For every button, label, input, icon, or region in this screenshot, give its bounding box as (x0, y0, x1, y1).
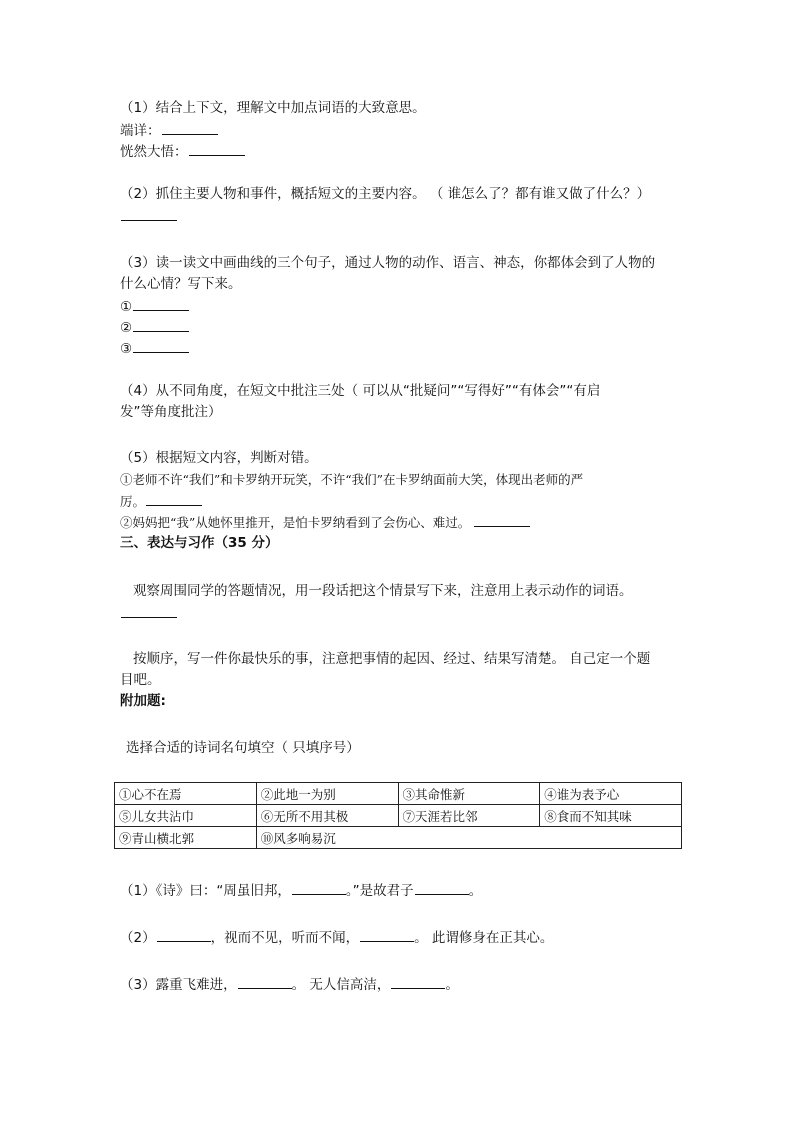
bonus-section (120, 691, 680, 712)
option-cell: ④谁为表予心 (540, 783, 682, 805)
q3-answer-2-blank[interactable] (133, 316, 189, 332)
writing-task-1-prompt: 观察周围同学的答题情况，用一段话把这个情景写下来，注意用上表示动作的词语。 (133, 583, 633, 599)
writing-task-2 (120, 649, 680, 691)
question-4-prompt-line-1: （4）从不同角度，在短文中批注三处（ 可以从“批疑问”“写得好”“有体会”“有启 (120, 383, 601, 399)
option-cell: ③其命惟新 (398, 783, 540, 805)
table-row (115, 827, 682, 849)
q2-answer-blank[interactable] (121, 205, 177, 221)
question-3-prompt-line-2: 什么心情？写下来。 (120, 276, 242, 292)
option-cell: ②此地一为别 (256, 783, 398, 805)
option-cell: ①心不在焉 (115, 783, 257, 805)
option-cell: ⑤儿女共沾巾 (115, 805, 257, 827)
q5-statement-1-line-2: 厉。 (120, 494, 146, 509)
question-2 (120, 184, 680, 226)
fill-in-1-text-c: 。 (468, 883, 483, 899)
q1-item-1-label: 端详： (120, 123, 161, 139)
q5-statement-2-blank[interactable] (474, 511, 530, 527)
writing-task-1-blank[interactable] (121, 602, 177, 618)
fill-in-3-text-b: 。 无人信高洁， (291, 977, 391, 993)
fill-in-1-blank-1[interactable] (292, 879, 346, 895)
option-cell: ⑩风多响易沉 (256, 827, 681, 849)
table-row (115, 805, 682, 827)
option-cell: ⑦天涯若比邻 (398, 805, 540, 827)
fill-in-3-blank-2[interactable] (391, 973, 445, 989)
q1-item-2-label: 恍然大悟： (120, 144, 188, 160)
poem-options-table (114, 782, 682, 849)
fill-in-2-text-c: 。 此谓修身在正其心。 (414, 930, 554, 946)
question-3-prompt-line-1: （3）读一读文中画曲线的三个句子，通过人物的动作、语言、神态，你都体会到了人物的 (120, 255, 656, 271)
writing-task-1 (120, 581, 680, 623)
q5-statement-1-line-1: ①老师不许“我们”和卡罗纳开玩笑，不许“我们”在卡罗纳面前大笑，体现出老师的严 (120, 472, 584, 487)
fill-in-1-text-a: （1）《诗》曰：“周虽旧邦， (120, 883, 291, 899)
fill-in-2-text-a: （2） (120, 930, 156, 946)
question-1-prompt: （1）结合上下文，理解文中加点词语的大致意思。 (120, 100, 426, 116)
q5-statement-2: ②妈妈把“我”从她怀里推开，是怕卡罗纳看到了会伤心、难过。 (120, 515, 471, 530)
bonus-heading: 附加题: (120, 693, 166, 709)
q3-answer-3-blank[interactable] (133, 337, 189, 353)
fill-in-1 (120, 879, 680, 900)
question-5 (120, 448, 680, 532)
q1-item-1-blank[interactable] (162, 119, 218, 135)
q1-item-2-blank[interactable] (189, 140, 245, 156)
question-1 (120, 98, 680, 161)
option-cell: ⑥无所不用其极 (256, 805, 398, 827)
section-3 (120, 533, 680, 554)
section-3-heading: 三、表达与习作（35 分） (120, 535, 279, 551)
fill-in-3-text-c: 。 (445, 977, 459, 993)
fill-in-2 (120, 926, 680, 947)
question-4-prompt-line-2: 发”等角度批注） (120, 404, 222, 420)
fill-in-2-text-b: ，视而不见，听而不闻， (210, 930, 360, 946)
q5-statement-1-blank[interactable] (146, 490, 202, 506)
question-3 (120, 253, 680, 358)
option-cell: ⑧食而不知其味 (540, 805, 682, 827)
q3-answer-1-blank[interactable] (133, 295, 189, 311)
option-cell: ⑨青山横北郭 (115, 827, 257, 849)
q3-marker-2: ② (120, 320, 133, 336)
writing-task-2-prompt-line-1: 按顺序，写一件你最快乐的事，注意把事情的起因、经过、结果写清楚。 自己定一个题 (133, 651, 651, 667)
q3-marker-3: ③ (120, 341, 133, 357)
bonus-instruction-row (120, 738, 680, 759)
question-4 (120, 381, 680, 423)
table-row (115, 783, 682, 805)
fill-in-3-blank-1[interactable] (238, 973, 292, 989)
writing-task-2-prompt-line-2: 目吧。 (120, 672, 161, 688)
question-2-prompt: （2）抓住主要人物和事件，概括短文的主要内容。 （ 谁怎么了？都有谁又做了什么？） (120, 186, 651, 202)
bonus-instruction: 选择合适的诗词名句填空（ 只填序号） (126, 740, 360, 756)
fill-in-1-blank-2[interactable] (415, 879, 469, 895)
question-5-prompt: （5）根据短文内容，判断对错。 (120, 450, 318, 466)
q3-marker-1: ① (120, 299, 133, 315)
fill-in-2-blank-2[interactable] (360, 926, 414, 942)
fill-in-2-blank-1[interactable] (157, 926, 211, 942)
fill-in-1-text-b: 。”是故君子 (345, 883, 414, 899)
fill-in-3-text-a: （3）露重飞难进， (120, 977, 237, 993)
fill-in-3 (120, 973, 680, 994)
